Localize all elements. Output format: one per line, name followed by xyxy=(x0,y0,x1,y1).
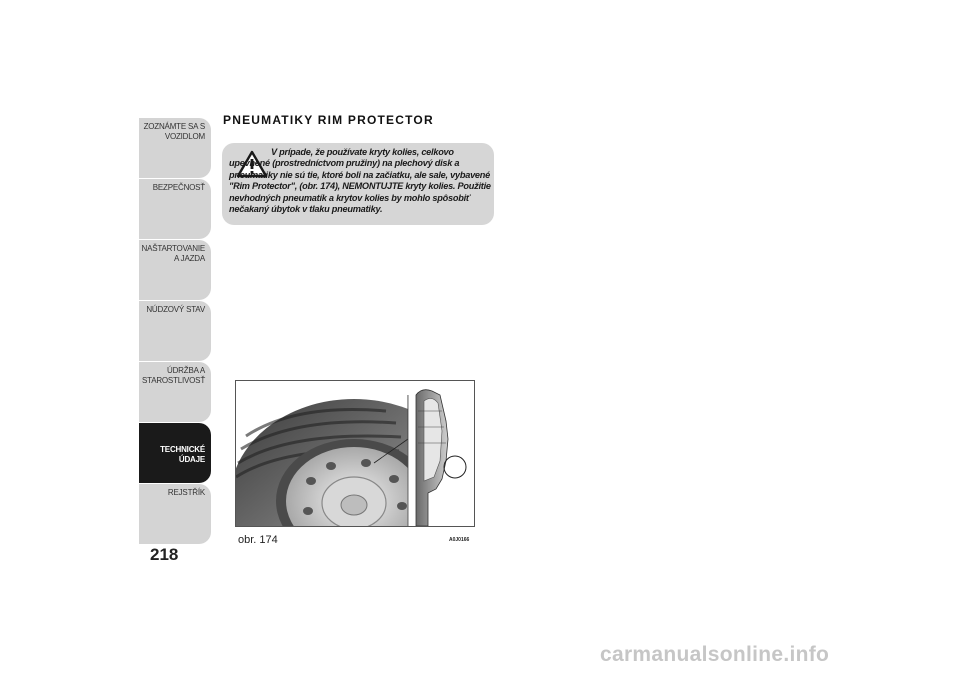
figure-code: A0J0166 xyxy=(449,537,470,543)
tab-nastartovanie-a-jazda[interactable] xyxy=(139,240,211,300)
tab-label: TECHNICKÉ ÚDAJE xyxy=(160,445,205,464)
tire-illustration xyxy=(236,381,474,526)
tire-figure xyxy=(235,380,475,527)
section-title: PNEUMATIKY RIM PROTECTOR xyxy=(223,113,434,127)
tab-label: REJSTŘÍK xyxy=(167,488,205,497)
tab-label: NÚDZOVÝ STAV xyxy=(146,305,205,314)
tab-label: ZOZNÁMTE SA S VOZIDLOM xyxy=(143,122,205,141)
tab-label: ÚDRŽBA A STAROSTLIVOSŤ xyxy=(141,366,206,385)
tab-zoznamte-sa-s-vozidlom[interactable] xyxy=(139,118,211,178)
tab-technicke-udaje[interactable] xyxy=(139,423,211,483)
warning-text: V prípade, že používate kryty kolies, celkovo upevnené (prostredníctvom pružiny) na plechový disk a pneumatiky nie sú tie, ktoré boli na začiatku, ale sale, vybavené "Rim Protector", (obr. 174), NEMONTUJTE kryty kolies. Použitie nevhodných pneumatík a krytov kolies by mohlo spôsobiť nečakaný úbytok v tlaku pneumatiky. xyxy=(229,147,491,215)
tab-label: BEZPEČNOSŤ xyxy=(152,183,205,192)
tab-nudzovy-stav[interactable] xyxy=(139,301,211,361)
page-number: 218 xyxy=(150,545,179,564)
tab-label: NAŠTARTOVANIE A JAZDA xyxy=(141,244,205,263)
tab-rejstrik[interactable] xyxy=(139,484,211,544)
warning-box xyxy=(222,143,494,225)
watermark: carmanualsonline.info xyxy=(600,643,830,666)
tab-bezpecnost[interactable] xyxy=(139,179,211,239)
figure-caption: obr. 174 xyxy=(238,534,278,546)
tab-udrzba-a-starostlivost[interactable] xyxy=(139,362,211,422)
